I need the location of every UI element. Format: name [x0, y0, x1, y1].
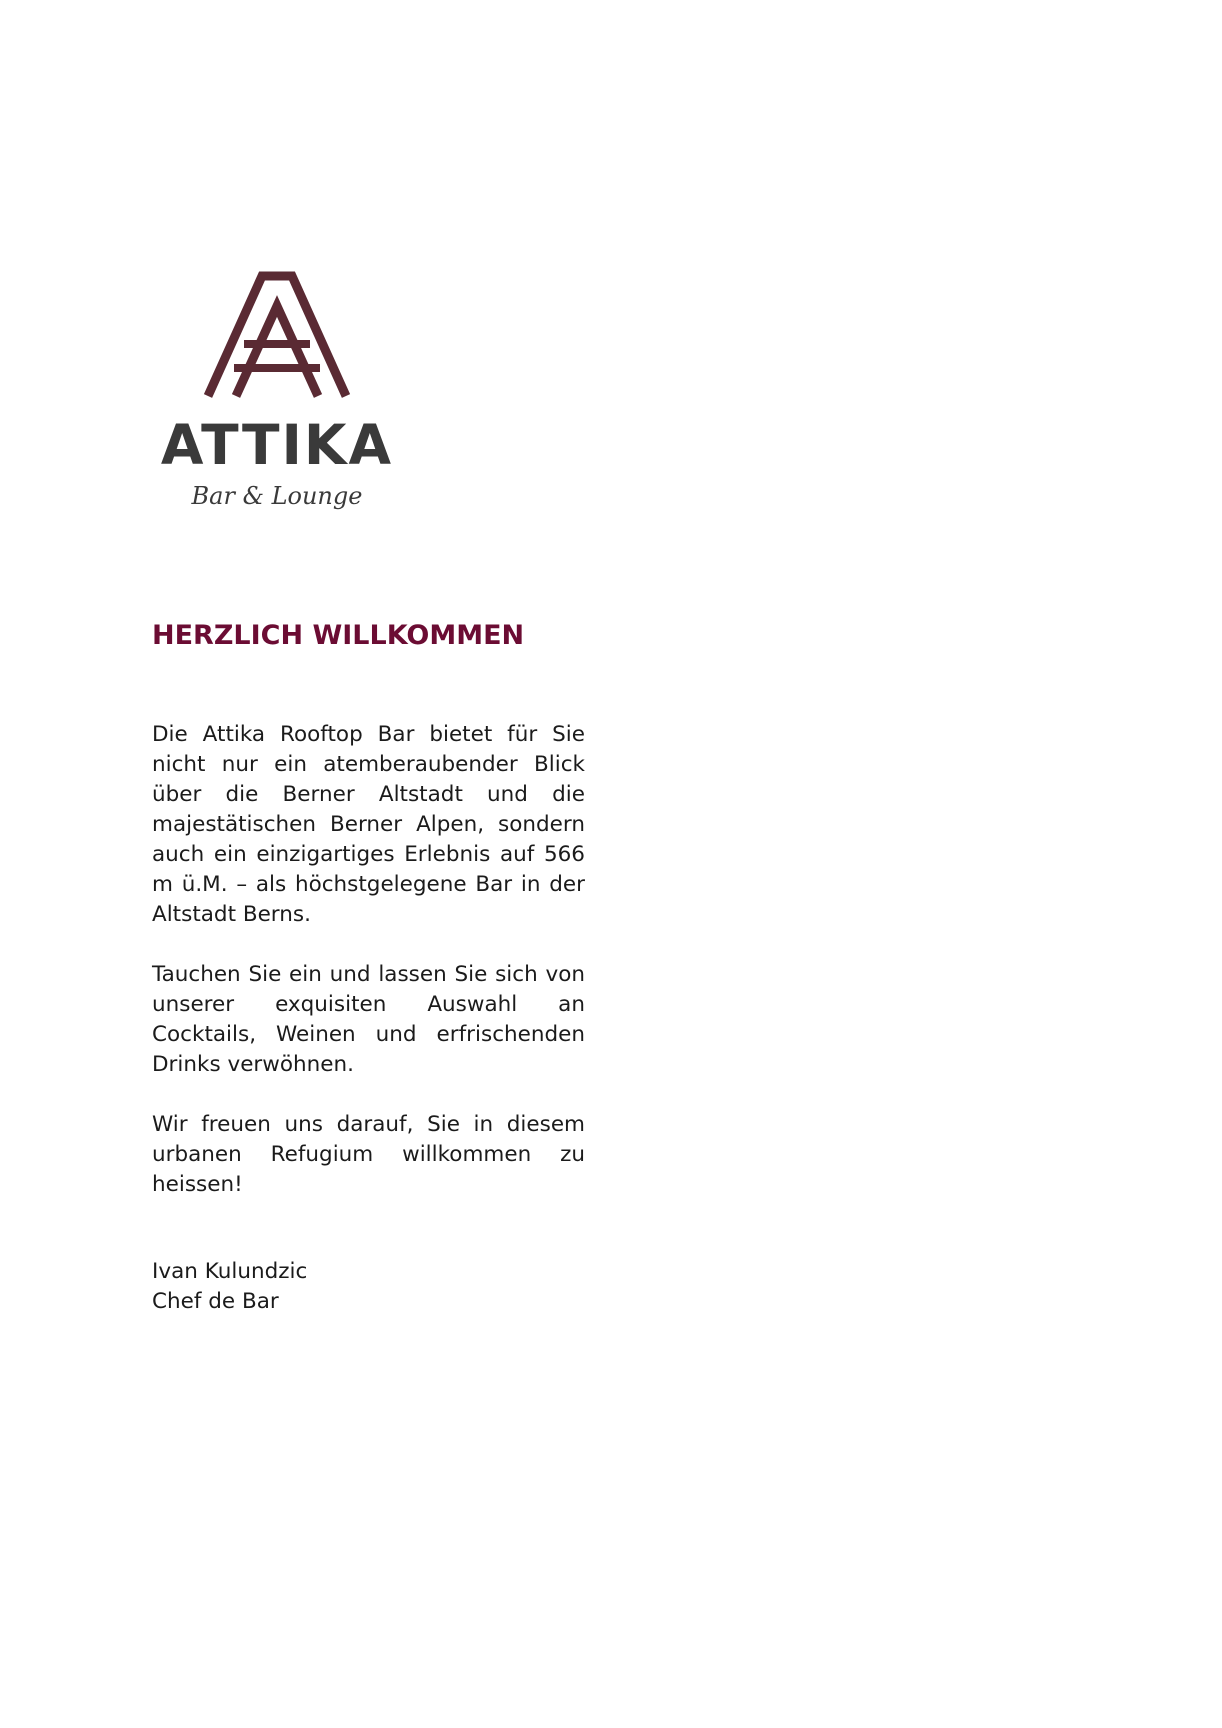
logo-wordmark: ATTIKA: [160, 413, 394, 477]
signature-title: Chef de Bar: [152, 1289, 279, 1314]
paragraph: Tauchen Sie ein und lassen Sie sich von unserer exquisiten Auswahl an Cocktails, Weinen und erfrischenden Drinks verwöhnen.: [152, 962, 585, 1077]
paragraph: Die Attika Rooftop Bar bietet für Sie nicht nur ein atemberaubender Blick über die Berner Altstadt und die majestätischen Berner Alpen, sondern auch ein einzigartiges Erlebnis auf 566 m ü.M. – als höchstgelegene Bar in der Altstadt Berns.: [152, 722, 585, 927]
paragraph: Wir freuen uns darauf, Sie in diesem urbanen Refugium willkommen zu heissen!: [152, 1112, 585, 1197]
logo-tagline: Bar & Lounge: [191, 482, 363, 510]
attika-logo: [148, 268, 418, 518]
welcome-text: [152, 720, 585, 1230]
signature-name: Ivan Kulundzic: [152, 1259, 308, 1284]
page-title: HERZLICH WILLKOMMEN: [152, 620, 525, 651]
attika-a-mark-icon: [148, 268, 406, 398]
signature-block: [152, 1257, 307, 1317]
